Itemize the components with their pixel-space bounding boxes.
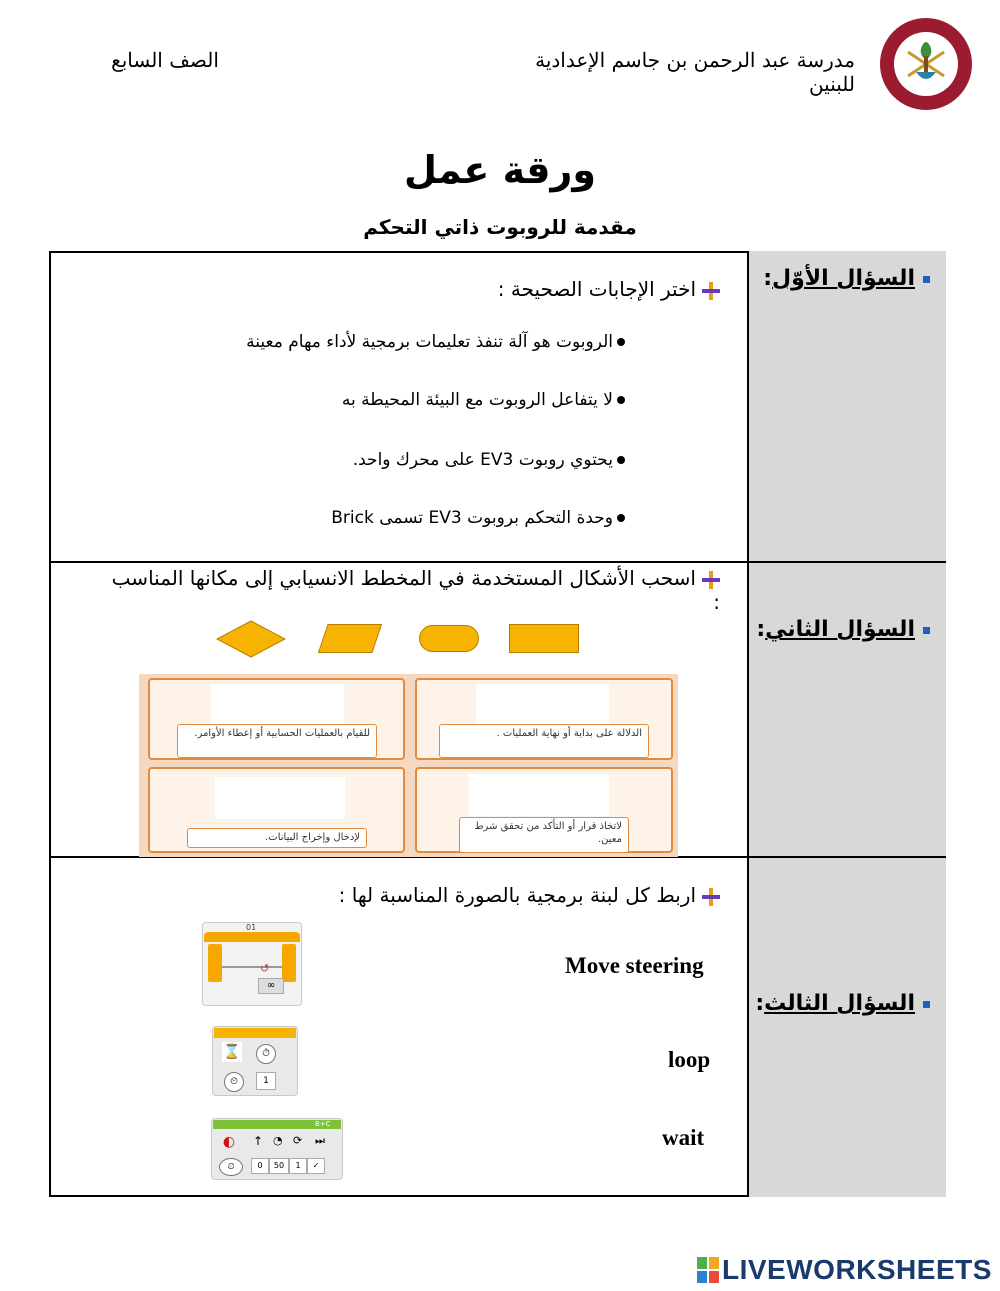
square-bullet-icon [923,627,930,634]
wait-top-bar [214,1028,296,1038]
drop-zone[interactable] [469,774,609,816]
timer-icon: ⏱ [256,1044,276,1064]
statement-text: يحتوي روبوت EV3 على محرك واحد. [352,450,613,470]
loop-right-bar [282,944,296,982]
question-3-label: السؤال الثالث: [740,991,930,1016]
power-icon: ◔ [273,1134,283,1147]
square-bullet-icon [923,276,930,283]
term-wait[interactable]: wait [662,1125,705,1150]
question-label-column [747,251,946,1197]
term-move-steering[interactable]: Move steering [565,953,704,978]
rotation-icon: ⟳ [293,1134,303,1147]
steer-arrow-icon: ↑ [253,1134,264,1148]
steer-value: 0 [251,1158,269,1174]
process-rectangle-shape[interactable] [509,624,579,653]
brake-icon: ⏭ [315,1134,325,1147]
q1-instruction-text: اختر الإجابات الصحيحة : [497,277,696,301]
move-steering-block-image[interactable] [211,1118,343,1180]
wait-block-image[interactable] [212,1026,298,1096]
square-bullet-icon [923,1001,930,1008]
statement-text: لا يتفاعل الروبوت مع البيئة المحيطة به [341,390,613,410]
q1-statement[interactable] [150,508,625,528]
loop-left-bar [208,944,222,982]
question-1-label-text: السؤال الأوّل [772,266,915,291]
drop-zone[interactable] [215,777,345,819]
page-title: ورقة عمل [403,148,596,192]
wait-seconds: 1 [256,1072,276,1090]
q1-instruction [300,277,720,301]
q3-instruction [300,883,720,907]
card-label: للقيام بالعمليات الحسابية أو إعطاء الأوامر. [177,724,377,758]
terminator-oval-shape[interactable] [419,625,479,652]
q2-instruction [100,566,720,614]
bullet-dot-icon [617,514,625,522]
term-loop[interactable]: loop [668,1047,711,1072]
bullet-dot-icon [617,456,625,464]
plus-bullet-icon [702,282,720,300]
steer-port: B+C [315,1120,331,1128]
row-divider [49,561,946,563]
steering-wheel-icon: ◐ [222,1134,236,1150]
mode-icon: ⏲ [219,1158,243,1176]
card-label: الدلالة على بداية أو نهاية العمليات . [439,724,649,758]
q1-statement[interactable] [150,332,625,352]
drop-zone[interactable] [211,684,344,726]
liveworksheets-brand[interactable]: LIVEWORKSHEETS [722,1254,992,1285]
page-subtitle: مقدمة للروبوت ذاتي التحكم [363,215,637,239]
q2-instruction-text: اسحب الأشكال المستخدمة في المخطط الانسيابي إلى مكانها المناسب : [111,566,720,614]
drop-zone[interactable] [476,684,609,726]
hourglass-icon: ⌛ [223,1044,241,1060]
clock-mode-icon: ⏲ [224,1072,244,1092]
plus-bullet-icon [702,888,720,906]
loop-wire [222,966,282,968]
question-3-label-text: السؤال الثالث [764,991,915,1016]
loop-top-bar [204,932,300,942]
school-name: مدرسة عبد الرحمن بن جاسم الإعدادية للبنين [535,48,855,96]
loop-id: 01 [246,923,257,932]
loop-arrow-icon: ↺ [260,962,270,975]
liveworksheets-logo-icon [697,1257,719,1283]
card-label: لإدخال وإخراج البيانات. [187,828,367,848]
grade-label: الصف السابع [111,48,219,72]
statement-text: وحدة التحكم بروبوت EV3 تسمى Brick [331,508,613,528]
flowchart-drop-panel [139,674,678,857]
question-2-label: السؤال الثاني: [740,617,930,642]
loop-block-image[interactable] [202,922,302,1006]
qatar-ministry-logo [878,16,974,112]
power-value: 50 [269,1158,289,1174]
decision-diamond-shape[interactable] [216,620,286,658]
question-2-label-text: السؤال الثاني [765,617,915,642]
statement-text: الروبوت هو آلة تنفذ تعليمات برمجية لأداء مهام معينة [246,332,613,352]
brake-value: ✓ [307,1158,325,1174]
loop-count: ∞ [258,978,284,994]
bullet-dot-icon [617,396,625,404]
question-1-label: السؤال الأوّل: [740,266,930,291]
q1-statement[interactable] [150,390,625,410]
rotations-value: 1 [289,1158,307,1174]
q3-instruction-text: اربط كل لبنة برمجية بالصورة المناسبة لها : [338,883,696,907]
card-label: لاتخاذ قرار أو التأكد من تحقق شرط معين. [459,817,629,853]
plus-bullet-icon [702,571,720,589]
bullet-dot-icon [617,338,625,346]
io-parallelogram-shape[interactable] [318,624,382,653]
q1-statement[interactable] [150,450,625,470]
